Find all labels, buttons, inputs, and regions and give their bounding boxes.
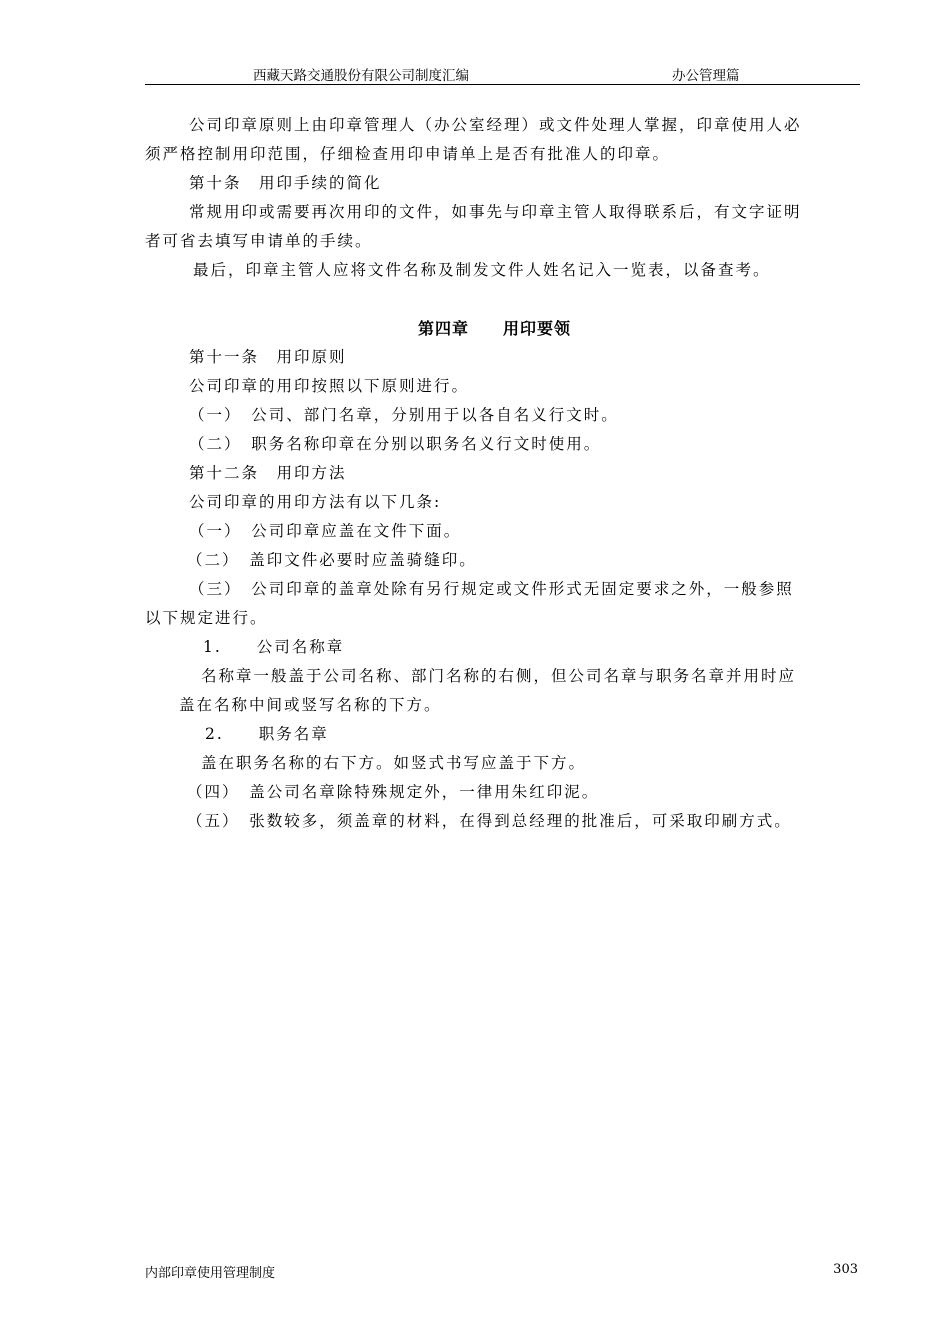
paragraph-line: 以下规定进行。 [145,609,268,627]
chapter-number: 第四章 [418,319,470,338]
list-item: （一） 公司印章应盖在文件下面。 [189,522,462,540]
list-item: （二） 职务名称印章在分别以职务名义行文时使用。 [189,435,602,453]
paragraph-line: 公司印章的用印按照以下原则进行。 [189,377,470,395]
article-heading: 第十二条 用印方法 [189,464,347,482]
list-item: （五） 张数较多，须盖章的材料，在得到总经理的批准后，可采取印刷方式。 [187,812,792,830]
paragraph-line: 常规用印或需要再次用印的文件，如事先与印章主管人取得联系后，有文字证明 [189,203,802,221]
sub-heading: 2. 职务名章 [205,725,329,743]
paragraph-line: 须严格控制用印范围，仔细检查用印申请单上是否有批准人的印章。 [145,145,671,163]
list-item: （二） 盖印文件必要时应盖骑缝印。 [187,551,477,569]
paragraph-line: 者可省去填写申请单的手续。 [145,232,373,250]
page-number: 303 [833,1262,858,1277]
paragraph-line: 公司印章的用印方法有以下几条: [189,493,442,511]
header-company-name: 西藏天路交通股份有限公司制度汇编 [253,68,469,84]
chapter-title [418,316,571,339]
article-heading: 第十一条 用印原则 [189,348,347,366]
sub-heading: 1. 公司名称章 [203,638,345,656]
footer-document-name: 内部印章使用管理制度 [145,1266,276,1281]
paragraph-line: 盖在名称中间或竖写名称的下方。 [179,696,442,714]
page-header [145,62,860,85]
list-item: （四） 盖公司名章除特殊规定外，一律用朱红印泥。 [187,783,600,801]
article-heading: 第十条 用印手续的简化 [189,174,382,192]
header-section-name: 办公管理篇 [672,68,740,84]
paragraph-line: 最后，印章主管人应将文件名称及制发文件人姓名记入一览表，以备查考。 [193,261,771,279]
list-item: （三） 公司印章的盖章处除有另行规定或文件形式无固定要求之外，一般参照 [189,580,794,598]
paragraph-line: 名称章一般盖于公司名称、部门名称的右侧，但公司名章与职务名章并用时应 [201,667,797,685]
list-item: （一） 公司、部门名章，分别用于以各自名义行文时。 [189,406,619,424]
paragraph-line: 公司印章原则上由印章管理人（办公室经理）或文件处理人掌握，印章使用人必 [189,116,802,134]
chapter-name: 用印要领 [503,319,572,338]
paragraph-line: 盖在职务名称的右下方。如竖式书写应盖于下方。 [201,754,587,772]
